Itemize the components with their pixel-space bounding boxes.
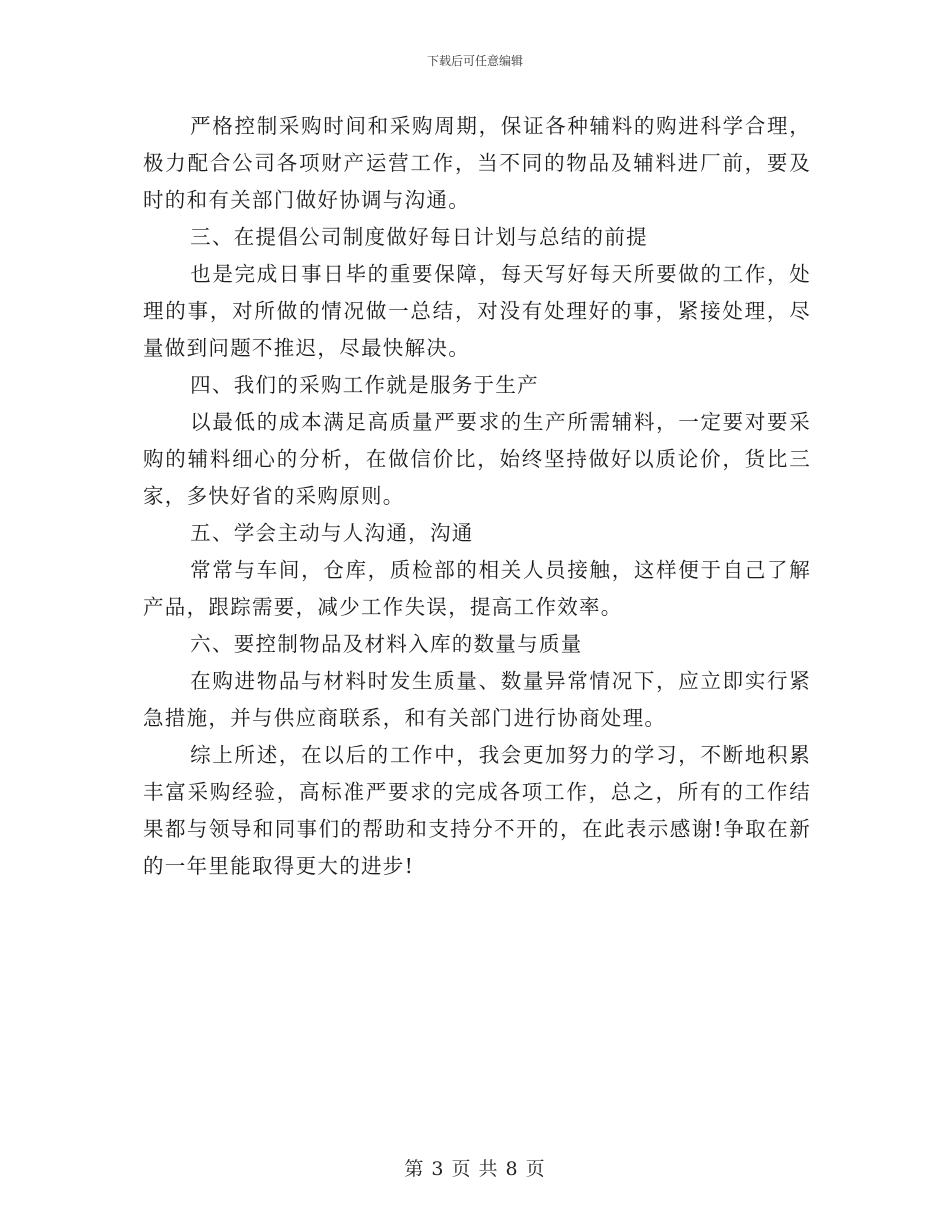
paragraph-daily-plan: 也是完成日事日毕的重要保障，每天写好每天所要做的工作，处理的事，对所做的情况做一总结，对没有处理好的事，紧接处理，尽量做到问题不推迟，尽最快解决。	[143, 262, 811, 360]
section-heading-6: 六、要控制物品及材料入库的数量与质量	[190, 632, 583, 656]
paragraph-procurement-timing: 严格控制采购时间和采购周期，保证各种辅料的购进科学合理，极力配合公司各项财产运营工作，当不同的物品及辅料进厂前，要及时的和有关部门做好协调与沟通。	[143, 114, 811, 212]
section-heading-5: 五、学会主动与人沟通，沟通	[190, 521, 474, 545]
paragraph-conclusion: 综上所述，在以后的工作中，我会更加努力的学习，不断地积累丰富采购经验，高标准严要求的完成各项工作，总之，所有的工作结果都与领导和同事们的帮助和支持分不开的，在此表示感谢!争取在新的一年里能取得更大的进步!	[143, 743, 811, 878]
paragraph-quality-control: 在购进物品与材料时发生质量、数量异常情况下，应立即实行紧急措施，并与供应商联系，和有关部门进行协商处理。	[143, 669, 811, 730]
page-number	[0, 1154, 950, 1181]
document-body	[143, 108, 811, 885]
paragraph-serve-production: 以最低的成本满足高质量严要求的生产所需辅料，一定要对要采购的辅料细心的分析，在做信价比，始终坚持做好以质论价，货比三家，多快好省的采购原则。	[143, 410, 811, 508]
page-number-label: 第 3 页 共 8 页	[404, 1158, 546, 1180]
section-heading-4: 四、我们的采购工作就是服务于生产	[190, 373, 539, 397]
header-note: 下载后可任意编辑	[426, 54, 523, 68]
paragraph-communication: 常常与车间，仓库，质检部的相关人员接触，这样便于自己了解产品，跟踪需要，减少工作失误，提高工作效率。	[143, 558, 811, 619]
section-heading-3: 三、在提倡公司制度做好每日计划与总结的前提	[190, 225, 648, 249]
